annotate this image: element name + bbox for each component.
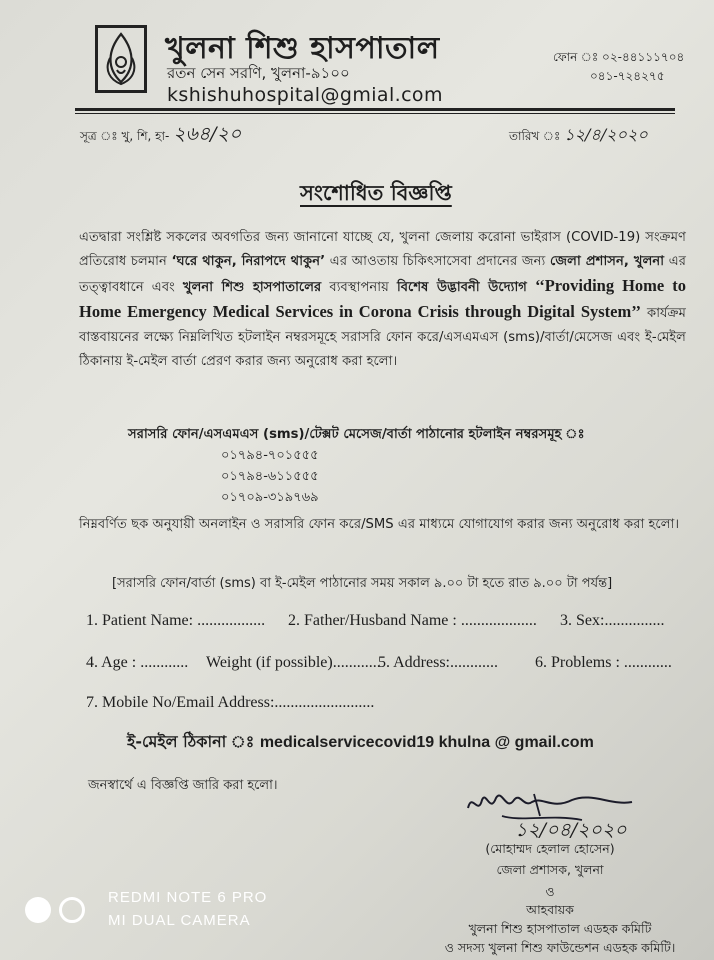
camera-watermark-dots	[25, 897, 93, 928]
body-authority: জেলা প্রশাসন, খুলনা	[549, 254, 665, 269]
hotline-number: ০১৭০৯-৩১৯৭৬৯	[221, 490, 319, 505]
time-note: [সরাসরি ফোন/বার্তা (sms) বা ই-মেইল পাঠানোর সময় সকাল ৯.০০ টা হতে রাত ৯.০০ টা পর্যন্ত]	[112, 576, 613, 591]
body-initiative: বিশেষ উদ্ভাবনী উদ্যোগ	[396, 280, 527, 295]
header-divider	[75, 108, 675, 114]
date-label: তারিখ ঃ	[509, 129, 561, 143]
form-patient-name: 1. Patient Name: .................	[86, 612, 266, 629]
body-slogan: ‘ঘরে থাকুন, নিরাপদে থাকুন’	[171, 254, 326, 269]
filled-dot-icon	[25, 897, 51, 923]
signatory-committee-2: ও সদস্য খুলনা শিশু ফাউন্ডেশন এডহক কমিটি।	[444, 940, 676, 955]
phone-block	[553, 48, 684, 86]
watermark-line-2: MI DUAL CAMERA	[108, 912, 251, 929]
phone-1: ফোন ঃ ০২-৪৪১১১৭০৪	[553, 50, 685, 64]
instruction-text: নিম্নবর্ণিত ছক অনুযায়ী অনলাইন ও সরাসরি ফোন করে/SMS এর মাধ্যমে যোগাযোগ করার জন্য অনুরোধ করা হলো।	[79, 517, 680, 532]
watermark-line-1: REDMI NOTE 6 PRO	[108, 889, 268, 906]
hospital-email: kshishuhospital@gmial.com	[167, 84, 443, 106]
body-text: এতদ্বারা সংশ্লিষ্ট সকলের অবগতির জন্য জানানো যাচ্ছে যে, খুলনা জেলায় করোনা ভাইরাস (COVID-19) সংক্রমণ প্রতিরোধ চলমান	[79, 230, 686, 269]
body-text: ব্যবস্থাপনায়	[321, 280, 397, 295]
hospital-address: রতন সেন সরণি, খুলনা-৯১০০	[167, 64, 350, 82]
signatory-committee-1: খুলনা শিশু হাসপাতাল এডহক কমিটি	[468, 921, 652, 936]
reference-number: ২৬৪/২০	[173, 123, 242, 145]
reference-line	[80, 120, 241, 152]
form-age: 4. Age : ............	[86, 654, 189, 671]
body-text: এর তত্ত্বাবধানে এবং	[79, 254, 687, 295]
signatory-role: আহবায়ক	[526, 902, 574, 917]
notice-title: সংশোধিত বিজ্ঞপ্তি	[300, 181, 452, 205]
notice-body	[79, 226, 686, 374]
body-text: এর আওতায় চিকিৎসাসেবা প্রদানের জন্য	[325, 254, 550, 269]
hotline-number: ০১৭৯৪-৭০১৫৫৫	[221, 448, 319, 463]
hospital-name: খুলনা শিশু হাসপাতাল	[165, 31, 440, 66]
body-program-name: ‘‘Providing Home to Home Emergency Medical Services in Corona Crisis through Digital System’’	[79, 276, 687, 321]
contact-email-line	[127, 729, 594, 756]
phone-2: ০৪১-৭২৪২৭৫	[590, 69, 665, 83]
contact-email-label: ই-মেইল ঠিকানা ঃ	[127, 732, 255, 751]
form-sex: 3. Sex:...............	[560, 612, 665, 629]
hotline-number: ০১৭৯৪-৬১১৫৫৫	[221, 469, 319, 484]
hospital-logo	[95, 25, 147, 93]
signature-date: ১২/০৪/২০২০	[515, 819, 627, 841]
form-problems: 6. Problems : ............	[535, 654, 672, 671]
date-value: ১২/৪/২০২০	[564, 125, 648, 144]
hospital-logo-icon	[98, 28, 144, 90]
form-mobile-email: 7. Mobile No/Email Address:.........................	[86, 694, 375, 711]
form-weight: Weight (if possible)............	[206, 654, 381, 671]
body-text: কার্যক্রম বাস্তবায়নের লক্ষ্যে নিম্নলিখিত হটলাইন নম্বরসমূহে সরাসরি ফোন করে/এসএমএস (sms)/বার্তা/মেসেজ এবং ই-মেইল ঠিকানায় ই-মেইল বার্তা প্রেরণ করার জন্য অনুরোধ করা হলো।	[79, 306, 686, 369]
body-hospital: খুলনা শিশু হাসপাতালের	[182, 280, 322, 295]
reference-label: সূত্র ঃ খু, শি, হা-	[80, 129, 170, 143]
form-father-husband-name: 2. Father/Husband Name : ...................	[288, 612, 537, 629]
closing-text: জনস্বার্থে এ বিজ্ঞপ্তি জারি করা হলো।	[88, 778, 278, 793]
hotline-heading: সরাসরি ফোন/এসএমএস (sms)/টেক্সট মেসেজ/বার্তা পাঠানোর হটলাইন নম্বরসমূহ ঃ	[128, 427, 585, 442]
signatory-designation: জেলা প্রশাসক, খুলনা	[496, 862, 604, 877]
signatory-and: ও	[545, 884, 555, 899]
signatory-name: (মোহাম্মদ হেলাল হোসেন)	[485, 841, 615, 856]
ring-dot-icon	[59, 897, 85, 923]
date-line	[509, 122, 648, 149]
form-address: 5. Address:............	[378, 654, 498, 671]
contact-email-value: medicalservicecovid19 khulna @ gmail.com	[259, 734, 594, 751]
